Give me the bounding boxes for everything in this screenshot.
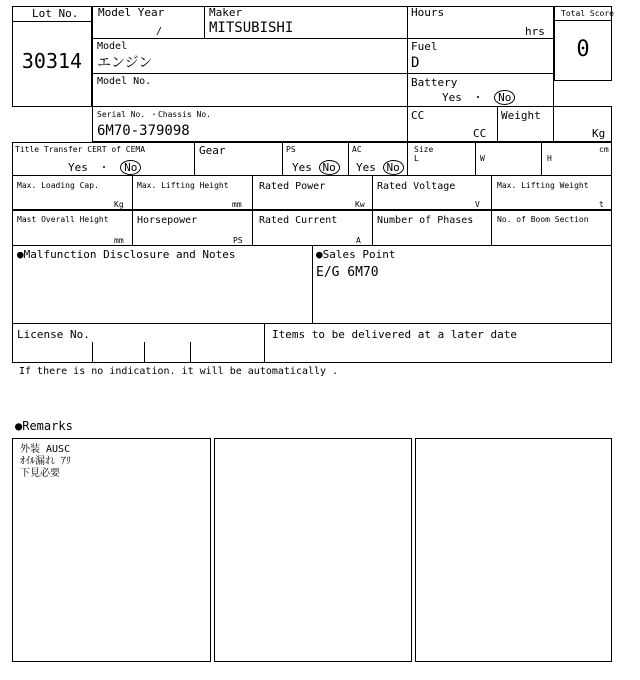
notice-text: If there is no indication. it will be automatically . <box>19 366 339 377</box>
serial-label: Serial No. ・Chassis No. <box>97 110 211 119</box>
ps-no-circled: No <box>319 160 340 175</box>
horsepower-label: Horsepower <box>137 215 198 226</box>
ac-no-circled: No <box>383 160 404 175</box>
title-transfer-no-circled: No <box>120 160 141 175</box>
fuel-label: Fuel <box>411 40 438 53</box>
license-label: License No. <box>17 328 90 341</box>
rated-power-label: Rated Power <box>259 181 326 192</box>
title-transfer-label: Title Transfer CERT of CEMA <box>15 145 146 154</box>
battery-yes: Yes <box>442 91 462 104</box>
size-l: L <box>414 154 419 163</box>
cc-unit: CC <box>473 127 487 140</box>
model-year-label: Model Year <box>98 6 165 19</box>
lot-number: 30314 <box>21 49 83 73</box>
mast-height-unit: mm <box>114 236 124 245</box>
remarks-label: ●Remarks <box>15 419 73 433</box>
ac-label: AC <box>352 145 362 154</box>
rated-power-unit: Kw <box>355 200 365 209</box>
battery-label: Battery <box>411 76 458 89</box>
max-lift-weight-unit: t <box>599 200 604 209</box>
battery-no-circled: No <box>494 90 515 105</box>
weight-unit: Kg <box>592 127 606 140</box>
remarks-line: ｵｲﾙ漏れ ｱﾘ <box>20 456 72 467</box>
remarks-text <box>20 444 71 480</box>
serial-value: 6M70-379098 <box>97 123 190 139</box>
maker-value: MITSUBISHI <box>209 20 294 36</box>
max-lift-height-unit: mm <box>232 200 242 209</box>
ac-choice[interactable]: Yes No <box>356 160 404 175</box>
ps-choice[interactable]: Yes No <box>292 160 340 175</box>
model-value: エンジン <box>97 55 153 71</box>
remarks-line: 下見必要 <box>20 468 60 479</box>
max-loading-unit: Kg <box>114 200 124 209</box>
max-loading-label: Max. Loading Cap. <box>17 181 99 190</box>
remarks-box-2[interactable] <box>214 438 412 662</box>
phases-label: Number of Phases <box>377 215 474 226</box>
max-lift-weight-label: Max. Lifting Weight <box>497 181 589 190</box>
size-unit: cm <box>599 145 609 154</box>
remarks-box-3[interactable] <box>415 438 612 662</box>
title-transfer-choice[interactable]: Yes ・ No <box>68 160 141 175</box>
lot-label: Lot No. <box>32 7 79 20</box>
gear-label: Gear <box>199 144 226 157</box>
rated-current-label: Rated Current <box>259 215 338 226</box>
model-label: Model <box>97 41 128 52</box>
hours-unit: hrs <box>525 25 545 38</box>
malfunction-label: ●Malfunction Disclosure and Notes <box>17 248 236 261</box>
size-w: W <box>480 154 485 163</box>
rated-current-unit: A <box>356 236 361 245</box>
battery-choice[interactable]: Yes ・ No <box>442 90 515 105</box>
later-label: Items to be delivered at a later date <box>272 328 518 341</box>
model-year-value: / <box>156 26 163 37</box>
model-no-label: Model No. <box>97 76 152 87</box>
sales-point-label: ●Sales Point <box>316 248 396 261</box>
max-lift-height-label: Max. Lifting Height <box>137 181 229 190</box>
rated-voltage-label: Rated Voltage <box>377 181 456 192</box>
fuel-value: D <box>411 55 420 71</box>
horsepower-unit: PS <box>233 236 243 245</box>
size-h: H <box>547 154 552 163</box>
boom-label: No. of Boom Section <box>497 215 589 224</box>
remarks-line: 外装 AUSC <box>20 444 71 455</box>
total-score-value: 0 <box>576 37 590 62</box>
maker-label: Maker <box>209 6 243 19</box>
mast-height-label: Mast Overall Height <box>17 215 109 224</box>
ps-label: PS <box>286 145 296 154</box>
rated-voltage-unit: V <box>475 200 480 209</box>
size-label: Size <box>414 145 434 154</box>
total-score-label: Total Score <box>561 9 614 18</box>
sales-point-value: E/G 6M70 <box>316 265 379 280</box>
hours-label: Hours <box>411 6 445 19</box>
cc-label: CC <box>411 109 425 122</box>
weight-label: Weight <box>501 109 541 122</box>
